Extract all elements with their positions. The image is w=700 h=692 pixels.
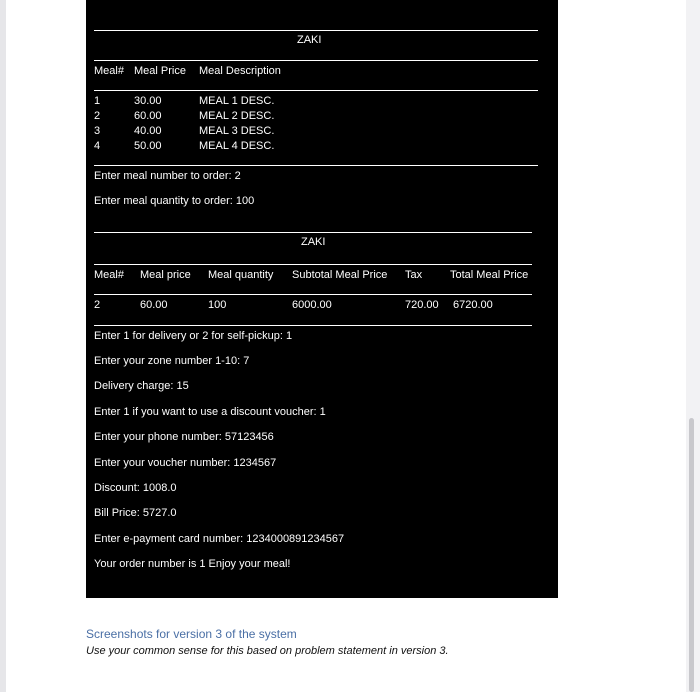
bill-price: Bill Price: 5727.0 bbox=[94, 507, 177, 519]
divider bbox=[94, 90, 538, 91]
menu-header-meal-price: Meal Price bbox=[134, 65, 186, 77]
receipt-header-meal-quantity: Meal quantity bbox=[208, 269, 274, 281]
menu-row-1-number: 1 bbox=[94, 95, 101, 107]
menu-row-2-number: 2 bbox=[94, 110, 101, 122]
divider bbox=[94, 325, 532, 326]
discount: Discount: 1008.0 bbox=[94, 482, 177, 494]
prompt-voucher-number: Enter your voucher number: 1234567 bbox=[94, 457, 277, 469]
receipt-row-total: 6720.00 bbox=[453, 299, 493, 311]
divider bbox=[94, 264, 532, 265]
menu-row-2-description: MEAL 2 DESC. bbox=[199, 110, 275, 122]
menu-row-4-number: 4 bbox=[94, 140, 101, 152]
divider bbox=[94, 165, 538, 166]
prompt-delivery: Enter 1 for delivery or 2 for self-pickup: 1 bbox=[94, 330, 293, 342]
receipt-row-meal-price: 60.00 bbox=[140, 299, 168, 311]
divider bbox=[94, 232, 532, 233]
figure-caption: Screenshots for version 3 of the system bbox=[86, 627, 297, 641]
scrollbar-track[interactable] bbox=[686, 0, 700, 692]
menu-header-meal-number: Meal# bbox=[94, 65, 124, 77]
prompt-voucher: Enter 1 if you want to use a discount voucher: 1 bbox=[94, 406, 326, 418]
menu-row-3-price: 40.00 bbox=[134, 125, 162, 137]
receipt-header-total: Total Meal Price bbox=[450, 269, 529, 281]
left-edge bbox=[0, 0, 6, 692]
instruction-note: Use your common sense for this based on problem statement in version 3. bbox=[86, 645, 449, 657]
divider bbox=[94, 60, 538, 61]
receipt-header-meal-price: Meal price bbox=[140, 269, 191, 281]
prompt-meal-quantity: Enter meal quantity to order: 100 bbox=[94, 195, 255, 207]
menu-row-2-price: 60.00 bbox=[134, 110, 162, 122]
receipt-row-tax: 720.00 bbox=[405, 299, 439, 311]
delivery-charge: Delivery charge: 15 bbox=[94, 380, 189, 392]
prompt-meal-number: Enter meal number to order: 2 bbox=[94, 170, 241, 182]
menu-row-4-price: 50.00 bbox=[134, 140, 162, 152]
prompt-card-number: Enter e-payment card number: 1234000891234567 bbox=[94, 533, 345, 545]
menu-row-1-description: MEAL 1 DESC. bbox=[199, 95, 275, 107]
divider bbox=[94, 30, 538, 31]
prompt-zone: Enter your zone number 1-10: 7 bbox=[94, 355, 250, 367]
menu-header-meal-description: Meal Description bbox=[199, 65, 281, 77]
divider bbox=[94, 294, 532, 295]
menu-row-4-description: MEAL 4 DESC. bbox=[199, 140, 275, 152]
menu-row-1-price: 30.00 bbox=[134, 95, 162, 107]
receipt-header-meal-number: Meal# bbox=[94, 269, 124, 281]
receipt-row-meal-quantity: 100 bbox=[208, 299, 227, 311]
menu-title: ZAKI bbox=[297, 34, 322, 46]
order-confirmation: Your order number is 1 Enjoy your meal! bbox=[94, 558, 291, 570]
receipt-row-meal-number: 2 bbox=[94, 299, 101, 311]
prompt-phone: Enter your phone number: 57123456 bbox=[94, 431, 274, 443]
receipt-header-tax: Tax bbox=[405, 269, 423, 281]
console-screenshot bbox=[86, 0, 558, 598]
receipt-row-subtotal: 6000.00 bbox=[292, 299, 332, 311]
menu-row-3-number: 3 bbox=[94, 125, 101, 137]
menu-row-3-description: MEAL 3 DESC. bbox=[199, 125, 275, 137]
receipt-title: ZAKI bbox=[301, 236, 326, 248]
scrollbar-thumb[interactable] bbox=[689, 418, 694, 692]
receipt-header-subtotal: Subtotal Meal Price bbox=[292, 269, 388, 281]
